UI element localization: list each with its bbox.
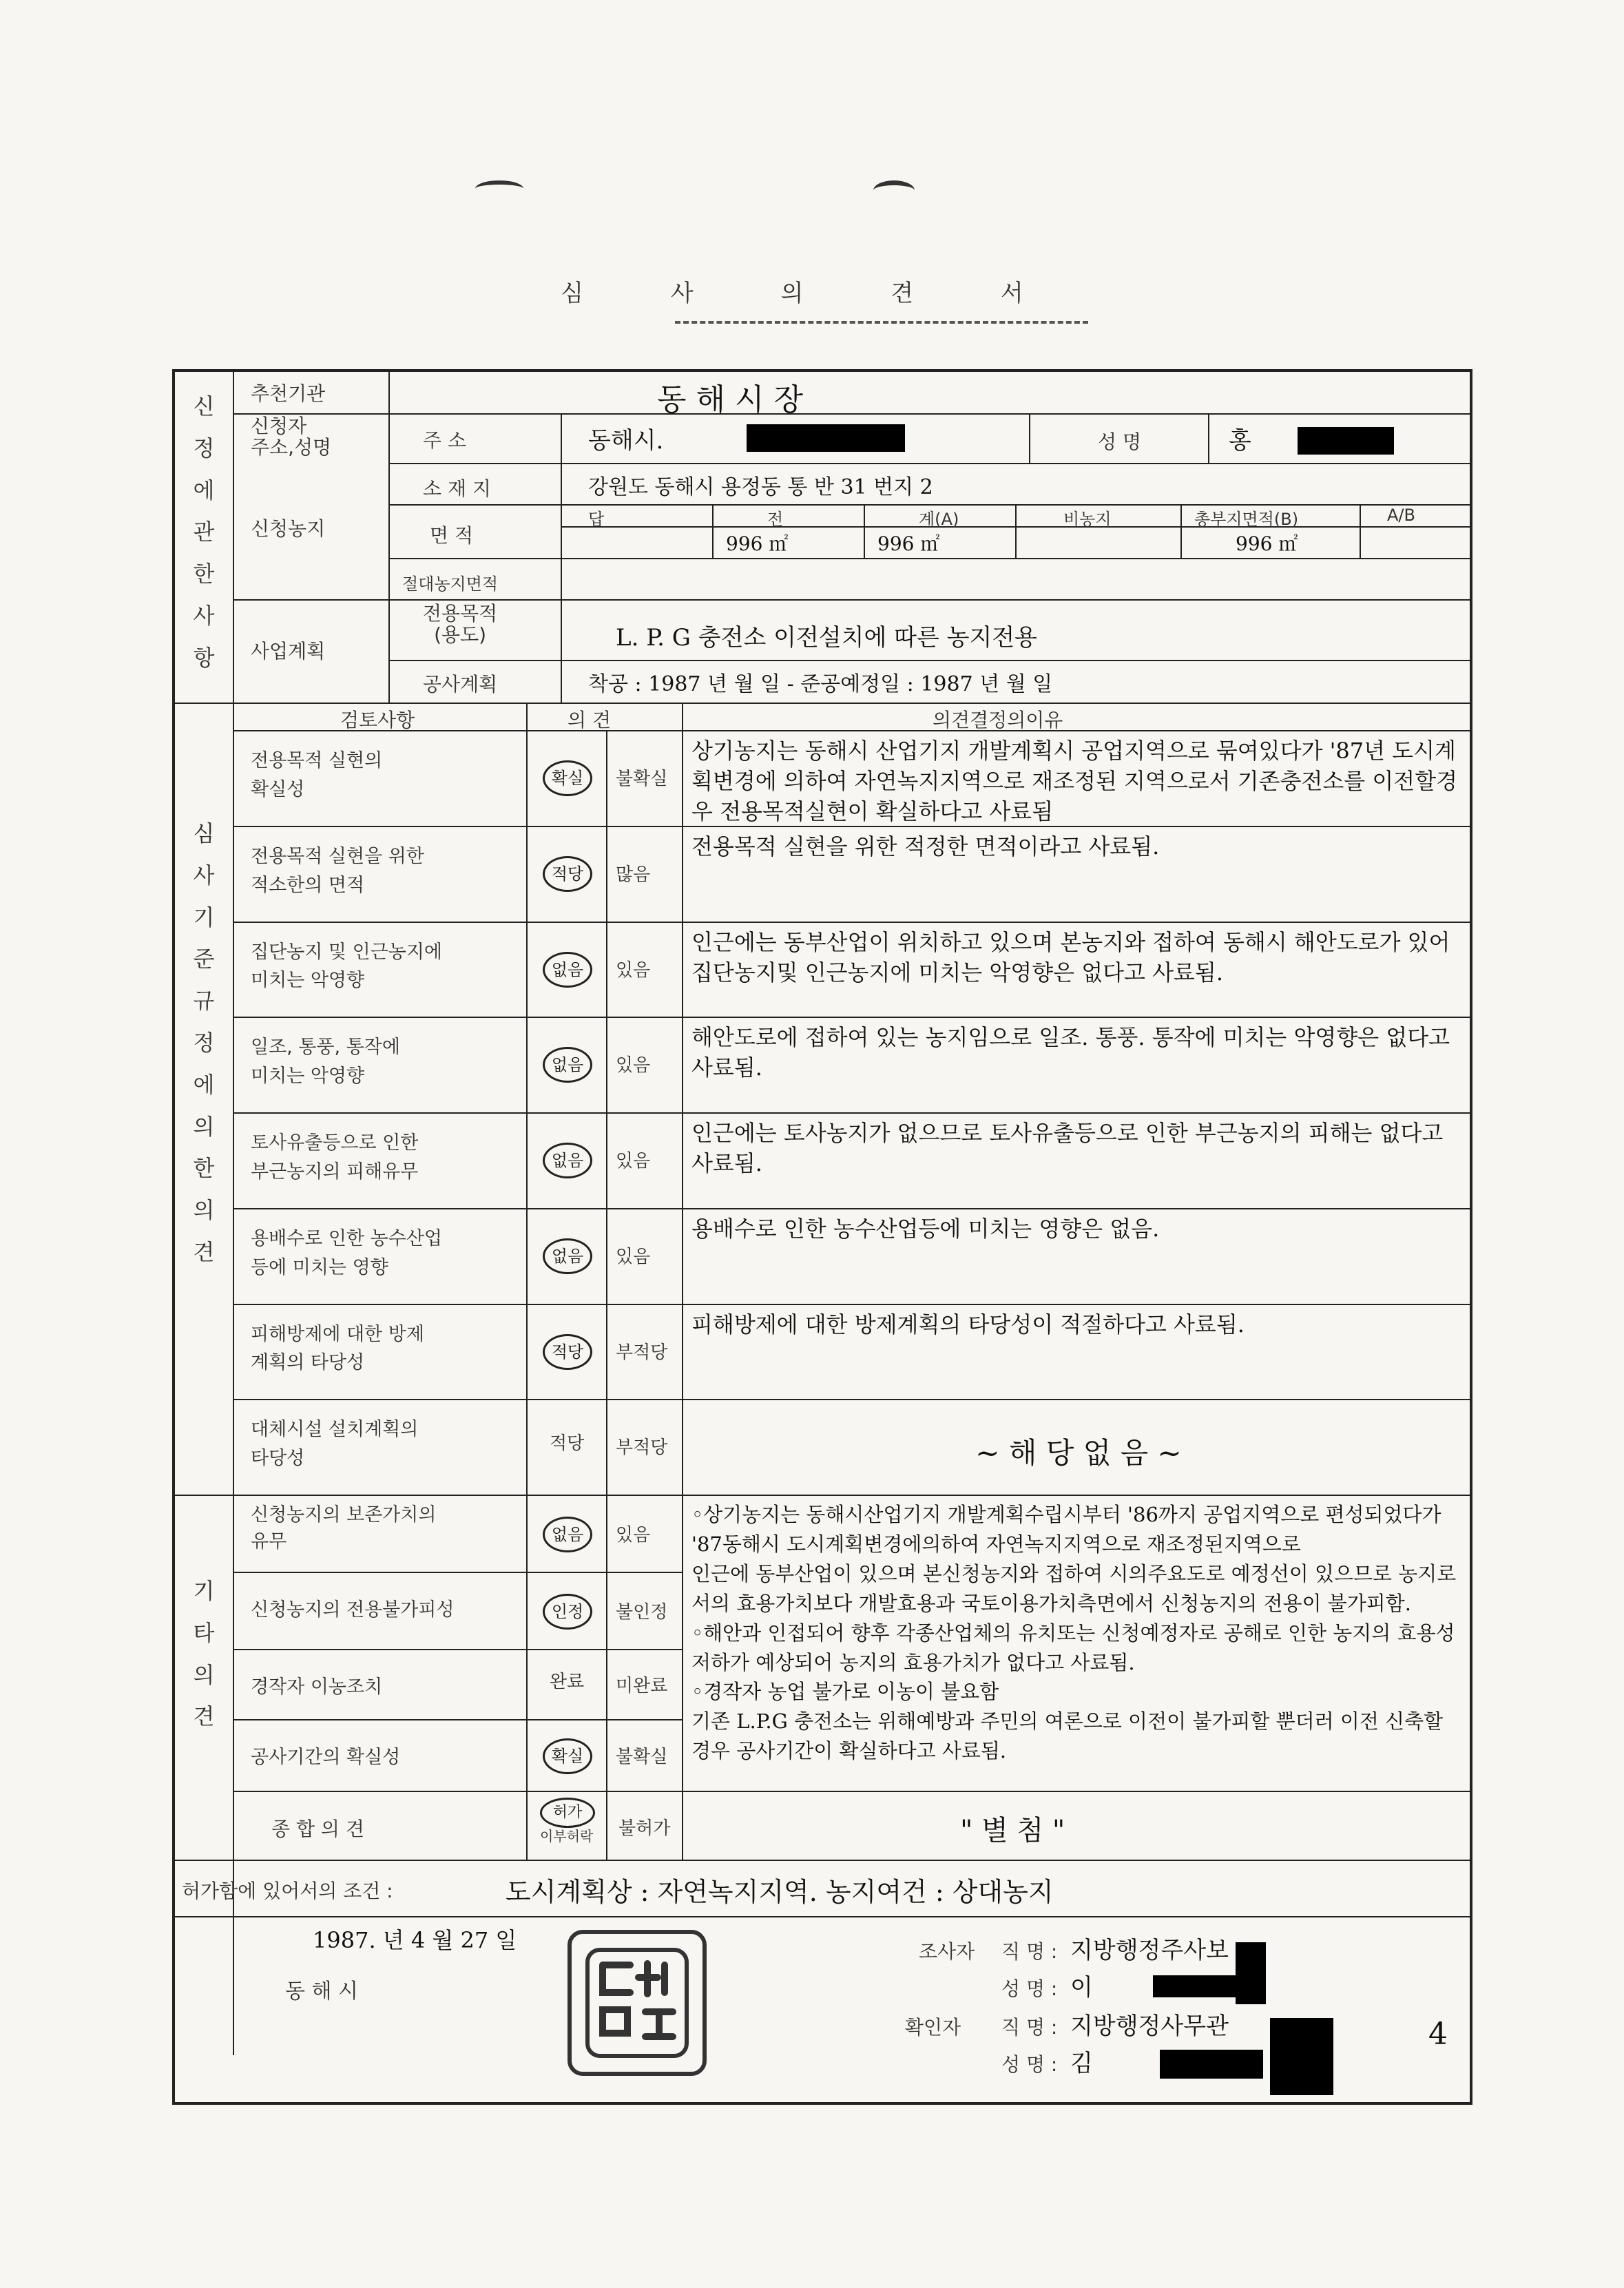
review-option-a: 적당 bbox=[550, 1433, 585, 1455]
issuing-city: 동 해 시 bbox=[285, 1979, 359, 2004]
summary-option-permit: 허가 bbox=[540, 1798, 595, 1828]
recommending-value: 동 해 시 장 bbox=[657, 382, 803, 417]
confirmer-name-label: 성 명 : bbox=[1001, 2053, 1058, 2076]
surveyor-name-redaction bbox=[1153, 1975, 1236, 1997]
purpose-value: L. P. G 충전소 이전설치에 따른 농지전용 bbox=[616, 624, 1038, 652]
review-reason: 용배수로 인한 농수산업등에 미치는 영향은 없음. bbox=[691, 1215, 1160, 1242]
document-title: 심 사 의 견 서 bbox=[561, 280, 1063, 307]
other-option-b: 미완료 bbox=[616, 1676, 668, 1696]
review-item-label: 대체시설 설치계획의 타당성 bbox=[251, 1419, 419, 1470]
review-option-a: 적당 bbox=[543, 856, 592, 892]
review-item-label: 피해방제에 대한 방제 계획의 타당성 bbox=[251, 1323, 424, 1374]
title-underline bbox=[675, 321, 1088, 324]
area-header-nonfarm: 비농지 bbox=[1063, 510, 1112, 529]
review-reason: 전용목적 실현을 위한 적정한 면적이라고 사료됨. bbox=[691, 833, 1160, 860]
review-item-label: 용배수로 인한 농수산업 등에 미치는 영향 bbox=[251, 1227, 442, 1278]
review-reason: 상기농지는 동해시 산업기지 개발계획시 공업지역으로 묶여있다가 '87년 도시계획변경에 의하여 자연녹지지역으로 재조정된 지역으로서 기존충전소를 이전할경우 전용목적실현이 확실하다고 사료됨 bbox=[691, 738, 1458, 825]
other-item-label: 경작자 이농조치 bbox=[251, 1676, 383, 1698]
header-review-item: 검토사항 bbox=[340, 709, 415, 731]
area-header-site-total: 총부지면적(B) bbox=[1194, 510, 1299, 529]
purpose-label: 전용목적 (용도) bbox=[423, 602, 498, 646]
review-option-a: 확실 bbox=[543, 760, 592, 796]
top-smudge-1 bbox=[475, 180, 523, 197]
surveyor-name-label: 성 명 : bbox=[1001, 1977, 1058, 2000]
summary-label: 종 합 의 견 bbox=[271, 1818, 364, 1840]
area-header-ratio: A/B bbox=[1387, 506, 1415, 525]
surveyor-job: 지방행정주사보 bbox=[1070, 1937, 1229, 1964]
area-value-site: 996 ㎡ bbox=[1236, 532, 1298, 555]
document-date: 1987. 년 4 월 27 일 bbox=[313, 1927, 517, 1953]
review-reason: 해안도로에 접하여 있는 농지임으로 일조. 통풍. 통작에 미치는 악영향은 없다고 사료됨. bbox=[691, 1024, 1450, 1081]
area-label: 면 적 bbox=[430, 524, 473, 547]
confirmer-label: 확인자 bbox=[905, 2016, 961, 2039]
other-item-label: 신청농지의 전용불가피성 bbox=[251, 1599, 455, 1621]
condition-value: 도시계획상 : 자연녹지지역. 농지여건 : 상대농지 bbox=[506, 1877, 1054, 1907]
review-option-b: 있음 bbox=[616, 1151, 651, 1172]
area-header-paddy: 답 bbox=[588, 510, 605, 529]
area-header-total: 계(A) bbox=[919, 510, 959, 529]
other-option-b: 불인정 bbox=[616, 1602, 668, 1623]
review-option-b: 많음 bbox=[616, 864, 651, 885]
review-option-a: 없음 bbox=[543, 1047, 592, 1083]
review-reason: 인근에는 동부산업이 위치하고 있으며 본농지와 접하여 동해시 해안도로가 있어 집단농지및 인근농지에 미치는 악영향은 없다고 사료됨. bbox=[691, 928, 1450, 986]
absolute-farmland-label: 절대농지면적 bbox=[402, 574, 499, 594]
review-option-b: 부적당 bbox=[616, 1342, 668, 1363]
summary-value: " 별 첨 " bbox=[960, 1815, 1065, 1847]
confirmer-job: 지방행정사무관 bbox=[1070, 2013, 1229, 2040]
area-value-field: 996 ㎡ bbox=[726, 532, 789, 555]
review-reason: 인근에는 토사농지가 없으므로 토사유출등으로 인한 부근농지의 피해는 없다고 사료됨. bbox=[691, 1120, 1444, 1177]
other-section-title: 기타의견 bbox=[193, 1578, 215, 1730]
location-value: 강원도 동해시 용정동 통 반 31 번지 2 bbox=[588, 475, 933, 499]
other-reasons bbox=[691, 1500, 1466, 1766]
other-option-a: 확실 bbox=[543, 1738, 592, 1774]
summary-option-deny: 불허가 bbox=[618, 1818, 671, 1839]
review-option-b: 있음 bbox=[616, 1055, 651, 1077]
other-option-a: 인정 bbox=[543, 1594, 592, 1630]
header-opinion: 의 견 bbox=[568, 709, 611, 731]
name-redaction bbox=[1298, 427, 1394, 455]
other-option-a: 완료 bbox=[550, 1672, 585, 1692]
confirmer-job-label: 직 명 : bbox=[1001, 2016, 1058, 2039]
surveyor-name: 이 bbox=[1070, 1974, 1093, 2001]
confirmer-name-redaction bbox=[1160, 2050, 1263, 2079]
page-number: 4 bbox=[1428, 2017, 1448, 2052]
official-seal bbox=[568, 1930, 707, 2076]
name-label: 성 명 bbox=[1098, 430, 1141, 453]
review-form bbox=[172, 369, 1472, 2105]
applicant-section-title: 신정에관한사항 bbox=[193, 393, 215, 671]
other-reason-line-5: 기존 L.P.G 충전소는 위해예방과 주민의 여론으로 이전이 불가피할 뿐더러 이전 신축할 경우 공사기간이 확실하다고 사료됨. bbox=[691, 1709, 1444, 1763]
surveyor-seal-redaction bbox=[1236, 1942, 1266, 2004]
review-option-a: 없음 bbox=[543, 1143, 592, 1178]
official-seal-icon bbox=[582, 1944, 692, 2061]
applicant-label: 신청자 주소,성명 bbox=[251, 415, 332, 459]
review-option-b: 부적당 bbox=[616, 1437, 668, 1459]
review-item-label: 집단농지 및 인근농지에 미치는 악영향 bbox=[251, 941, 442, 992]
other-reason-line-2: 인근에 동부산업이 있으며 본신청농지와 접하여 시의주요도로 예정선이 있으므로 농지로서의 효용가치보다 개발효용과 국토이용가치측면에서 신청농지의 전용이 불가피함. bbox=[691, 1561, 1457, 1615]
review-item-label: 전용목적 실현의 확실성 bbox=[251, 750, 383, 800]
summary-option-partial: 이부허락 bbox=[540, 1828, 594, 1844]
area-header-field: 전 bbox=[767, 510, 784, 529]
name-value: 홍 bbox=[1229, 427, 1251, 455]
criteria-section-title: 심사기준규정에의한의견 bbox=[193, 820, 215, 1265]
other-item-label: 공사기간의 확실성 bbox=[251, 1747, 401, 1768]
review-item-label: 일조, 통풍, 통작에 미치는 악영향 bbox=[251, 1037, 400, 1088]
other-option-b: 있음 bbox=[616, 1525, 651, 1546]
confirmer-name: 김 bbox=[1070, 2050, 1093, 2077]
other-option-b: 불확실 bbox=[616, 1747, 668, 1767]
other-reason-line-4: ◦경작자 농업 불가로 이농이 불요함 bbox=[691, 1680, 999, 1704]
address-redaction bbox=[747, 424, 905, 452]
review-reason: ~ 해 당 없 음 ~ bbox=[975, 1436, 1182, 1470]
review-item-label: 토사유출등으로 인한 부근농지의 피해유무 bbox=[251, 1132, 419, 1183]
review-option-a: 적당 bbox=[543, 1334, 592, 1370]
review-option-b: 있음 bbox=[616, 1246, 651, 1267]
location-label: 소 재 지 bbox=[423, 477, 491, 500]
other-reason-line-3: ◦해안과 인접되어 향후 각종산업체의 유치또는 신청예정자로 공해로 인한 농지의 효용성 저하가 예상되어 농지의 효용가치가 없다고 사료됨. bbox=[691, 1621, 1455, 1674]
surveyor-label: 조사자 bbox=[919, 1940, 975, 1963]
review-option-b: 불확실 bbox=[616, 769, 668, 789]
farmland-label: 신청농지 bbox=[251, 517, 326, 540]
review-reason: 피해방제에 대한 방제계획의 타당성이 적절하다고 사료됨. bbox=[691, 1311, 1245, 1338]
review-option-b: 있음 bbox=[616, 959, 651, 981]
review-option-a: 없음 bbox=[543, 952, 592, 988]
other-item-label: 신청농지의 보존가치의 유무 bbox=[251, 1504, 437, 1553]
schedule-value: 착공 : 1987 년 월 일 - 준공예정일 : 1987 년 월 일 bbox=[588, 672, 1053, 696]
address-label: 주 소 bbox=[423, 429, 466, 452]
header-reason: 의견결정의이유 bbox=[933, 709, 1063, 731]
surveyor-job-label: 직 명 : bbox=[1001, 1940, 1058, 1963]
review-option-a: 없음 bbox=[543, 1238, 592, 1274]
business-plan-label: 사업계획 bbox=[251, 640, 326, 663]
confirmer-seal-redaction bbox=[1270, 2018, 1333, 2095]
section-title-divider bbox=[233, 372, 234, 2055]
schedule-label: 공사계획 bbox=[423, 673, 498, 696]
other-reason-line-1: ◦상기농지는 동해시산업기지 개발계획수립시부터 '86까지 공업지역으로 편성되었다가 '87동해시 도시계획변경에의하여 자연녹지지역으로 재조정된지역으로 bbox=[691, 1503, 1441, 1556]
address-value: 동해시. bbox=[588, 427, 664, 455]
other-option-a: 없음 bbox=[543, 1517, 592, 1552]
condition-label: 허가함에 있어서의 조건 : bbox=[182, 1880, 393, 1902]
area-value-total: 996 ㎡ bbox=[877, 532, 940, 555]
top-smudge-2 bbox=[873, 180, 915, 200]
recommending-label: 추천기관 bbox=[251, 382, 326, 405]
review-item-label: 전용목적 실현을 위한 적소한의 면적 bbox=[251, 845, 424, 896]
